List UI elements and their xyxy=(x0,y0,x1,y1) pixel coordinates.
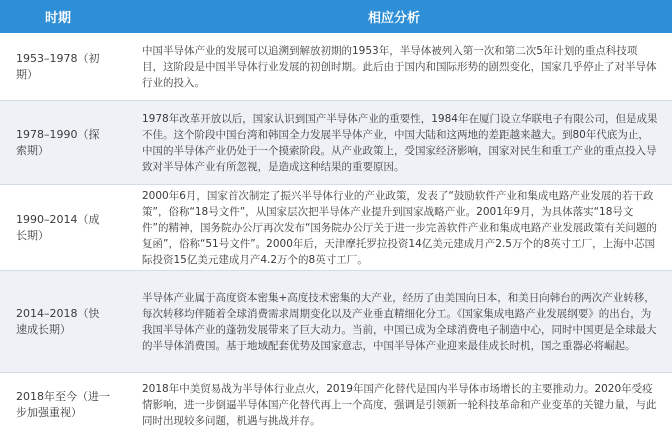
row-analysis: 2000年6月，国家首次制定了振兴半导体行业的产业政策，发表了“鼓励软件产业和集成电路产业发展的若干政策”，俗称“18号文件”，从国家层次把半导体产业提升到国家战略产业。2001年9月，为具体落实“18号文件”的精神，国务院办公厅再次发布“国务院办公厅关于进一步完善软件产业和集成电路产业发展政策有关问题的复函”，俗称“51号文件”。2000年后，天津摩托罗拉投资14亿美元建成月产2.5万个的8英寸工厂，上海中芯国际投资15亿美元建成月产4.2万个的8英寸工厂。 xyxy=(142,189,657,266)
row-period: 2018年至今（进一步加强重视） xyxy=(16,390,110,419)
row-analysis: 中国半导体产业的发展可以追溯到解放初期的1953年，半导体被列入第一次和第二次5年计划的重点科技项目，这阶段是中国半导体行业发展的初创时期。此后由于国内和国际形势的剧烈变化，国家几乎停止了对半导体行业的投入。 xyxy=(142,44,657,89)
row-analysis: 2018年中美贸易战为半导体行业点火，2019年国产化替代是国内半导体市场增长的主要推动力。2020年受疫情影响，进一步倒逼半导体国产化替代再上一个高度，强调是引领新一轮科技革命和产业变革的关键力量，与此同时出现较多问题，机遇与挑战并存。 xyxy=(142,383,657,427)
table-header xyxy=(0,0,672,33)
table-row xyxy=(0,185,672,271)
row-period: 1978–1990（探索期） xyxy=(16,127,100,157)
table-row xyxy=(0,271,672,373)
row-period: 1953–1978（初期） xyxy=(16,51,100,81)
header-period: 时期 xyxy=(44,11,71,26)
row-analysis: 1978年改革开放以后，国家认识到国产半导体产业的重要性，1984年在厦门设立华联电子有限公司，但是成果不佳。这个阶段中国台湾和韩国全力发展半导体产业，中国大陆和这两地的差距越来越大。到80年代底为止，中国的半导体产业仍处于一个摸索阶段。从产业政策上，受国家经济影响，国家对民生和重工产业的重点投入导致对半导体产业有所忽视，是造成这种结果的重要原因。 xyxy=(142,112,658,173)
table-row xyxy=(0,33,672,101)
table-row xyxy=(0,101,672,185)
row-analysis: 半导体产业属于高度资本密集+高度技术密集的大产业，经历了由美国向日本，和美日向韩台的两次产业转移，每次转移均伴随着全球消费需求周期变化以及产业垂直精细化分工。《国家集成电路产业发展纲要》的出台，为我国半导体产业的蓬勃发展带来了巨大动力。当前，中国已成为全球消费电子制造中心，同时中国更是全球最大的半导体消费国。基于地域配套优势及国家意志，中国半导体产业迎来最佳成长时机，国之重器必将崛起。 xyxy=(142,291,657,352)
row-period: 1990–2014（成长期） xyxy=(16,212,100,242)
header-analysis: 相应分析 xyxy=(367,11,420,26)
row-period: 2014–2018（快速成长期） xyxy=(16,306,100,336)
table-row xyxy=(0,373,672,437)
